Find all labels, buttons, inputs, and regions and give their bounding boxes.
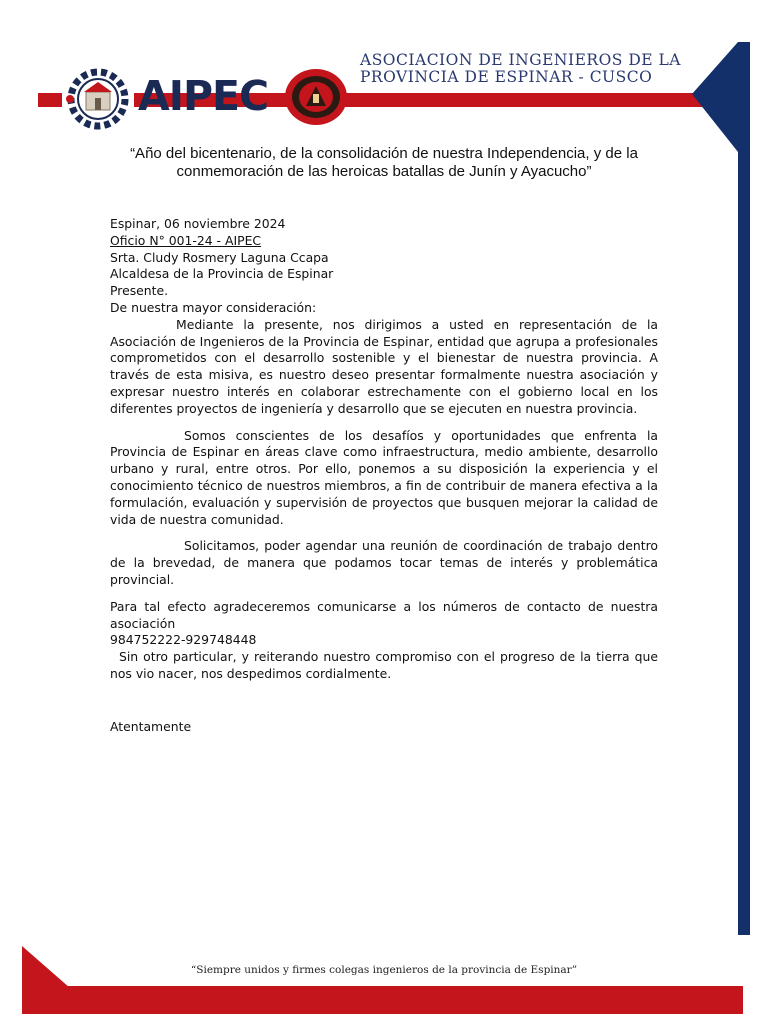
paragraph-2: Somos conscientes de los desafíos y oportunidades que enfrenta la Provincia de Espinar en áreas clave como infraestructura, medio ambiente, desarrollo urbano y rural, entre otros. Por ello, ponemos a su disposición la experiencia y el conocimiento técnico de nuestros miembros, a fin de contribuir de manera efectiva a la formulación, evaluación y supervisión de proyectos que busquen mejorar la calidad de vida de nuestra comunidad. bbox=[110, 427, 658, 527]
header-arrow-shape bbox=[692, 42, 750, 152]
reference-number: Oficio N° 001-24 - AIPEC bbox=[110, 232, 262, 248]
recipient-title: Alcaldesa de la Provincia de Espinar bbox=[110, 266, 334, 282]
footer-motto: “Siempre unidos y firmes colegas ingenieros de la provincia de Espinar” bbox=[190, 964, 578, 976]
place-date: Espinar, 06 noviembre 2024 bbox=[110, 216, 286, 231]
organization-name-line1: ASOCIACION DE INGENIEROS DE LA bbox=[360, 51, 682, 69]
closing: Atentamente bbox=[110, 718, 192, 734]
paragraph-5: Sin otro particular, y reiterando nuestro compromiso con el progreso de la tierra que nos vio nacer, nos despedimos cordialmente. bbox=[110, 649, 658, 681]
header-red-square bbox=[38, 93, 52, 107]
paragraph-1: Mediante la presente, nos dirigimos a usted en representación de la Asociación de Ingenieros de la Provincia de Espinar, entidad que agrupa a profesionales comprometidos con el desarrollo sostenible y el bienestar de nuestra provincia. A través de esta misiva, es nuestro deseo presentar formalmente nuestra asociación y expresar nuestro interés en colaborar estrechamente con el gobierno local en los diferentes proyectos de ingeniería y desarrollo que se ejecuten en nuestra provincia. bbox=[110, 316, 658, 416]
organization-name-line2: PROVINCIA DE ESPINAR - CUSCO bbox=[360, 68, 653, 86]
engineers-seal-icon bbox=[284, 68, 348, 126]
aipec-logo-text: AIPEC bbox=[138, 72, 269, 120]
contact-phones: 984752222-929748448 bbox=[110, 632, 257, 648]
aipec-gear-logo-icon bbox=[62, 68, 134, 130]
right-navy-stripe bbox=[738, 42, 750, 935]
presente: Presente. bbox=[110, 283, 169, 299]
footer-red-band bbox=[22, 986, 743, 1014]
paragraph-3: Solicitamos, poder agendar una reunión de coordinación de trabajo dentro de la brevedad, de manera que podamos tocar temas de interés y problemática provincial. bbox=[110, 538, 658, 587]
letter-body bbox=[110, 216, 658, 736]
footer-red-triangle bbox=[22, 946, 70, 988]
organization-name bbox=[360, 52, 681, 86]
paragraph-4: Para tal efecto agradeceremos comunicarse a los números de contacto de nuestra asociación bbox=[110, 598, 658, 631]
year-motto: “Año del bicentenario, de la consolidación de nuestra Independencia, y de la conmemoración de las heroicas batallas de Junín y Ayacucho” bbox=[130, 145, 638, 180]
recipient-name: Srta. Cludy Rosmery Laguna Ccapa bbox=[110, 249, 329, 265]
greeting: De nuestra mayor consideración: bbox=[110, 299, 317, 315]
